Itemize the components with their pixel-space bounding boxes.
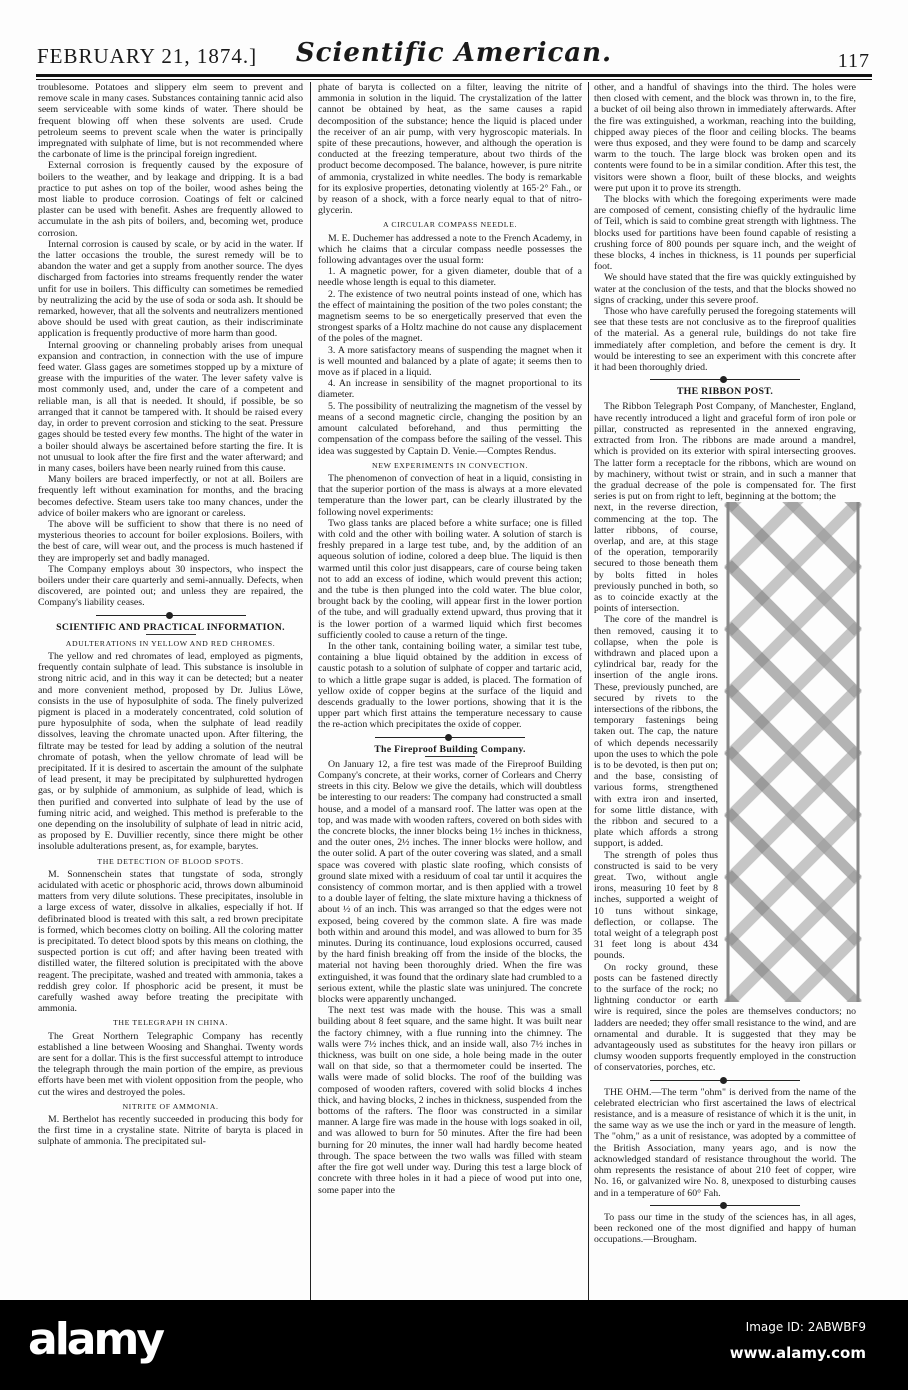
column-3 bbox=[594, 82, 856, 1245]
ornamental-divider bbox=[650, 1201, 800, 1210]
header-rule bbox=[36, 74, 872, 77]
paragraph: next, in the reverse direction, commencing at the top. The latter ribbons, of course, overlap, and are, at this stage of the operation, temporarily secured to those beneath them by bolts fitted in holes previously punched in both, so as to coincide exactly at the points of intersection. bbox=[594, 502, 718, 615]
image-id: Image ID: 2ABWBF9 bbox=[745, 1320, 866, 1334]
paragraph: 2. The existence of two neutral points instead of one, which has the effect of maintaining the position of the two poles constant; the magnetism seems to be so energetically preserved that even the strongest sparks of a Holtz machine do not cause any displacement of the poles of the magnet. bbox=[318, 288, 582, 345]
paragraph: The next test was made with the house. This was a small building about 8 feet square, and the same hight. It was built near the factory chimney, with a flue running into the chimney. The walls were 7½ inches thick, and an inside wall, also 7½ inches in thickness, was built on one side, a hole being made in the outer wall on that side, so that a thermometer could be inserted. The walls were made of solid blocks. The roof of the building was composed of wooden rafters, covered with solid blocks 4 inches thick, and having blocks, 2 inches in thickness, suspended from the bottoms of the rafters. The floor was constructed in a similar manner. A large fire was made in the house with logs soaked in oil, and was allowed to burn for 50 minutes. After the fire had been burning for 20 minutes, the inner wall had hardly become heated through. The space between the two walls was filled with steam after the fire got well under way. During this test a large block of concrete with three holes in it had a piece of wood put into one, some paper into the bbox=[318, 1005, 582, 1196]
article-subheading: A CIRCULAR COMPASS NEEDLE. bbox=[382, 220, 518, 230]
paragraph: The above will be sufficient to show that there is no need of mysterious theories to account for boiler explosions. Boilers, with the best of care, will wear out, and the process is much hastened if they are improperly set and badly managed. bbox=[38, 518, 303, 564]
article-subheading: THE TELEGRAPH IN CHINA. bbox=[112, 1018, 228, 1028]
article-subheading: NITRITE OF AMMONIA. bbox=[122, 1101, 219, 1111]
paragraph: To pass our time in the study of the sciences has, in all ages, been reckoned one of the most dignified and happy of human occupations.—Brougham. bbox=[594, 1211, 856, 1246]
ornamental-divider bbox=[650, 1076, 800, 1085]
alamy-logo: alamy bbox=[28, 1314, 162, 1365]
paragraph: The Ribbon Telegraph Post Company, of Manchester, England, have recently introduced a light and graceful form of iron pole or pillar, constructed as represented in the annexed engraving, extracted from Iron. The ribbons are made around a mandrel, which is provided on its exterior with spiral intersecting grooves. The latter form a receptacle for the ribbons, which are wound on by machinery, without twist or strain, and in such a manner that the gradual decrease of the pole is compensated for. The first series is put on from right to left, beginning at the bottom; the bbox=[594, 401, 856, 503]
ornamental-divider bbox=[650, 375, 800, 384]
section-heading: SCIENTIFIC AND PRACTICAL INFORMATION. bbox=[56, 621, 285, 633]
heading-underline bbox=[425, 756, 475, 757]
section-heading: THE RIBBON POST. bbox=[676, 386, 774, 398]
paragraph: Those who have carefully perused the foregoing statements will see that these tests are not conclusive as to the fireproof qualities of the material. As a general rule, buildings do not take fire immediately after completion, and before the cement is dry. It would be interesting to see an experiment with this concrete after it had been thoroughly dried. bbox=[594, 306, 856, 374]
paragraph: other, and a handful of shavings into the third. The holes were then closed with cement, and the block was thrown in, to the fire, a bucket of oil being also thrown in immediately afterwards. After the fire was extinguished, a workman, reaching into the building, chipped away pieces of the floor and ceiling blocks. The beams were thus exposed, and they were found to be damp and scarcely warm to the touch. The large block was broken open and its contents were found to be in a similar condition. After this test, the visitors were shown a floor, built of these blocks, and weights were put upon it to prove its strength. bbox=[594, 82, 856, 194]
ornamental-divider bbox=[375, 733, 525, 742]
ribbon-post-engraving bbox=[724, 502, 862, 1002]
paragraph: 3. A more satisfactory means of suspending the magnet when it is well mounted and balanced by a plate of agate; it seems then to move as if placed in a liquid. bbox=[318, 344, 582, 379]
paragraph: M. Berthelot has recently succeeded in producing this body for the first time in a crystaline state. Nitrite of baryta is placed in sulphate of ammonia. The precipitated sul- bbox=[38, 1114, 303, 1148]
column-2 bbox=[318, 82, 582, 1196]
page-number: 117 bbox=[837, 50, 870, 72]
paragraph: Internal grooving or channeling probably arises from unequal expansion and contraction, in connection with the use of impure feed water. Glass gages are sometimes stopped up by a mixture of grease with the impurities of the water. The lever safety valve is most commonly used, and, under the care of a competent and reliable man, is all that is needed. It should, if possible, be so arranged that it cannot be tampered with. It should be raised every day, in order to prevent corrosion and sticking to the seat. Pressure gages should be tested every few months. The hight of the water in a boiler should always be ascertained before starting the fire. It is not unusual to look after the fire first and the water afterward; and in many cases, boilers have been nearly ruined from this cause. bbox=[38, 339, 303, 474]
paragraph: Many boilers are braced imperfectly, or not at all. Boilers are frequently left without examination for months, and the bracing becomes defective. Steam users take too many chances, under the advice of boiler makers who are ignorant or careless. bbox=[38, 474, 303, 519]
column-1 bbox=[38, 82, 303, 1148]
ornamental-divider bbox=[96, 611, 246, 620]
article-subheading: ADULTERATIONS IN YELLOW AND RED CHROMES. bbox=[65, 638, 276, 648]
site-url: www.alamy.com bbox=[729, 1344, 866, 1362]
paragraph: The Company employs about 30 inspectors, who inspect the boilers under their care quarterly and semi-annually. Defects, when discovered, are pointed out; and unless they are repaired, the Company's liability ceases. bbox=[38, 563, 303, 609]
column-divider bbox=[310, 82, 311, 1310]
paragraph: The blocks with which the foregoing experiments were made are composed of cement, consisting chiefly of the hydraulic lime of Teil, which is said to combine great strength with lightness. The blocks used for partitions have been found capable of resisting a crushing force of 800 pounds per square inch, and the weight of these blocks, 4 inches in thickness, is 11 pounds per superficial foot. bbox=[594, 194, 856, 273]
paragraph: We should have stated that the fire was quickly extinguished by water at the conclusion of the tests, and that the blocks showed no signs of cracking, under this severe proof. bbox=[594, 272, 856, 306]
paragraph: 4. An increase in sensibility of the magnet proportional to its diameter. bbox=[318, 378, 582, 401]
column-divider bbox=[588, 82, 589, 1310]
paragraph: M. E. Duchemer has addressed a note to the French Academy, in which he claims that a circular compass needle possesses the following advantages over the usual form: bbox=[318, 232, 582, 267]
paragraph: The phenomenon of convection of heat in a liquid, consisting in that the superior portion of the mass is always at a more elevated temperature than the lower part, can be clearly illustrated by the following novel experiments: bbox=[318, 472, 582, 518]
article-subheading: NEW EXPERIMENTS IN CONVECTION. bbox=[371, 460, 529, 470]
paragraph: THE OHM.—The term "ohm" is derived from the name of the celebrated electrician who first ascertained the laws of electrical resistance, and is a measure of resistance of which it is the unit, in the same way as we use the inch or yard in the measure of length. The "ohm," as a unit of resistance, was adopted by a committee of the British Association, many years ago, and is now the acknowledged standard of resistance throughout the world. The ohm represents the resistance of about 210 feet of copper, wire No. 16, or galvanized wire No. 8, unexposed to disturbing causes and in a temperature of 60° Fah. bbox=[594, 1086, 856, 1199]
section-heading: The Fireproof Building Company. bbox=[374, 743, 526, 755]
paragraph: Two glass tanks are placed before a white surface; one is filled with cold and the other with boiling water. A solution of starch is freshly prepared in a large test tube, and, by the addition of an aqueous solution of iodine, colored a deep blue. The liquid is then warmed until this color just disappears, care of course being taken not to add an excess of iodine, which would prevent this action; and the tube is then plunged into the cold water. The blue color, brought back by the cooling, will appear first in the lower portion of the tube, and will gradually extend upward, thus proving that it is the lower portion of a warmed liquid which first becomes sufficiently cooled to cause a return of the tinge. bbox=[318, 517, 582, 641]
paragraph: In the other tank, containing boiling water, a similar test tube, containing a blue liquid obtained by the addition in excess of caustic potash to a solution of sulphate of copper and tartaric acid, to which a little grape sugar is added, is placed. The formation of yellow oxide of copper begins at the surface of the liquid and descends gradually to the lower portions, showing that it is the upper part which first attains the temperature necessary to cause the re-action which precipitates the oxide of copper. bbox=[318, 640, 582, 731]
heading-underline bbox=[146, 634, 196, 635]
paragraph: 5. The possibility of neutralizing the magnetism of the vessel by means of a second magnetic circle, changing the position by an amount calculated beforehand, and thus permitting the compensation of the compass before the sailing of the vessel. This idea was suggested by Captain D. Venie.—Comptes Rendus. bbox=[318, 400, 582, 457]
paragraph: The Great Northern Telegraphic Company has recently established a line between Woosing and Shanghai. Twenty words are sent for a dollar. This is the first successful attempt to introduce the telegraph through the main portion of the empire, as previous efforts have been met with violent opposition from the people, who cut the wires and destroyed the poles. bbox=[38, 1030, 303, 1098]
paragraph: The strength of poles thus constructed is said to be very great. Two, without angle irons, measuring 10 feet by 8 inches, supported a weight of 10 tuns without sinkage, deflection, or collapse. The total weight of a telegraph post 31 feet long is about 434 pounds. bbox=[594, 849, 718, 962]
paragraph: phate of baryta is collected on a filter, leaving the nitrite of ammonia in solution in the liquid. The crystalization of the latter cannot be obtained by heat, as the same causes a rapid decomposition of the substance; hence the liquid is placed under the receiver of an air pump, with very hygroscopic materials. In spite of these precautions, however, and although the operation is conducted at the freezing temperature, about two thirds of the product become decomposed. The balance, however, is pure nitrite of ammonia, crystalized in white needles. The body is remarkable for its explosive properties, detonating violently at 165·2° Fah., or by reason of a shock, with a force nearly equal to that of nitro-glycerin. bbox=[318, 82, 582, 217]
paragraph: 1. A magnetic power, for a given diameter, double that of a needle whose length is equal to this diameter. bbox=[318, 266, 582, 289]
paragraph: The core of the mandrel is then removed, causing it to collapse, when the pole is withdrawn and placed upon a cylindrical bar, ready for the insertion of the angle irons. These, previously punched, are secured by rivets to the intersections of the ribbons, the temporary fastenings being taken out. The cap, the nature of which depends necessarily upon the uses to which the pole is to be devoted, is then put on; and the base, consisting of various forms, strengthened with extra iron and inserted, for some little distance, with the ribbon and secured to a plate which affords a strong support, is added. bbox=[594, 614, 718, 850]
paragraph: On rocky ground, these posts can be fastened directly to the surface of the rock; no lightning conductor or earth wire is required, since the poles are themselves conductors; no ladders are needed; they offer small resistance to the wind, and are ornamental and durable. It is suggested that they may be advantageously used as substitutes for the heavy iron pillars or clumsy wooden supports frequently employed in the construction of conservatories, porches, etc. bbox=[594, 961, 856, 1074]
heading-underline bbox=[700, 398, 750, 399]
paragraph: M. Sonnenschein states that tungstate of soda, strongly acidulated with acetic or phosphoric acid, throws down albuminoid matters from very dilute solutions. These precipitates, insoluble in a large excess of water, dissolve in alkalies, especially if hot. If defibrinated blood is treated with this salt, a red brown precipitate is formed, which becomes clotty on boiling. All the coloring matter is precipitated. To detect blood spots by this means on clothing, the suspected portion is cut off; and after having been treated with distilled water, the filtered solution is precipitated with the above reagent. The precipitate, washed and treated with ammonia, takes a reddish grey color. If phosphoric acid be present, it must be carefully washed away before treating the precipitate with ammonia. bbox=[38, 868, 303, 1015]
header-rule-thin bbox=[36, 79, 872, 80]
article-subheading: THE DETECTION OF BLOOD SPOTS. bbox=[97, 856, 244, 866]
watermark-banner bbox=[0, 1300, 908, 1390]
paragraph: troublesome. Potatoes and slippery elm seem to prevent and remove scale in many cases. Substances containing tannic acid also seem serviceable with some kinds of water. There should be frequent blowing off when these solvents are used. Crude petroleum seems to prevent scale when the water is principally impregnated with sulphate of lime, but is not recommended where the carbonate of lime is the principal foreign ingredient. bbox=[38, 82, 303, 161]
masthead-title: Scientific American. bbox=[295, 38, 613, 68]
paragraph: On January 12, a fire test was made of the Fireproof Building Company's concrete, at their works, corner of Corlears and Cherry streets in this city. Below we give the details, which will doubtless be interesting to our readers: The company had constructed a small house, and a model of a mansard roof. The latter was open at the top, and was made with wooden rafters, covered on both sides with the concrete blocks, the inner blocks being 1½ inches in thickness, and the outer ones, 2½ inches. The inner blocks were hollow, and the outer solid. A part of the outer covering was slated, and a small space was covered with plastic slate roofing, which consists of ground slate mixed with a residuum of coal tar until it acquires the consistency of common mortar, and is then applied with a trowel to a double layer of felting, the slate mixture having a thickness of about ½ of an inch. This was arranged so that the edges were not exposed, being covered by the common slate. A fire was made both within and around this model, and was allowed to burn for 35 minutes. During its continuance, loud explosions occurred, caused by the hard finish breaking off from the inside of the blocks, the material not having been thoroughly dried. When the fire was extinguished, it was found that the ordinary slate had crumbled to a serious extent, while the plastic slate was uninjured. The concrete blocks were apparently unchanged. bbox=[318, 758, 582, 1006]
issue-date: FEBRUARY 21, 1874.] bbox=[37, 44, 258, 68]
paragraph: External corrosion is frequently caused by the exposure of boilers to the weather, and by leakage and dripping. It is a bad practice to put ashes on top of the boiler, wood ashes being the most liable to produce corrosion. Coatings of felt or calcined plaster can be used with benefit. Ashes are frequently allowed to accumulate in the ash pits of boilers, and, becoming wet, produce corrosion. bbox=[38, 160, 303, 239]
paragraph: The yellow and red chromates of lead, employed as pigments, frequently contain sulphate of lead. This substance is insoluble in strong nitric acid, and in this way it can be detected; but a neater and more convenient method, proposed by Dr. Julius Löwe, consists in the use of hyposulphite of soda. The finely pulverized pigment is placed in a moderately concentrated, cold solution of pure hyposulphite of soda, when the sulphate of lead readily dissolves, leaving the chromate unacted upon. After filtering, the filtrate may be tested for lead by adding a solution of the neutral chromate of potash, when the yellow chromate of lead will be precipitated. If it is desired to ascertain the amount of the sulphate of lead present, it may be precipitated by sulphuretted hydrogen gas, or by sulphide of ammonium, as sulphide of lead, which is then purified and converted into sulphate of lead by the use of fuming nitric acid, and weighed. This method is preferable to the one depending on the insolubility of sulphate of lead in nitric acid, as proposed by E. Duvillier recently, since there might be other insoluble adulterations present, as, for example, barytes. bbox=[38, 650, 303, 853]
paragraph: Internal corrosion is caused by scale, or by acid in the water. If the latter occasions the trouble, the surest remedy will be to abandon the water and get a supply from another source. The dyes discharged from factories into streams frequently render the water unfit for use in boilers. This difficulty can sometimes be remedied by neutralizing the acid by the use of soda or soda ash. It should be remarked, however, that all the solvents and neutralizers mentioned above should be used with great caution, as their indiscriminate application is frequently productive of more harm than good. bbox=[38, 238, 303, 340]
